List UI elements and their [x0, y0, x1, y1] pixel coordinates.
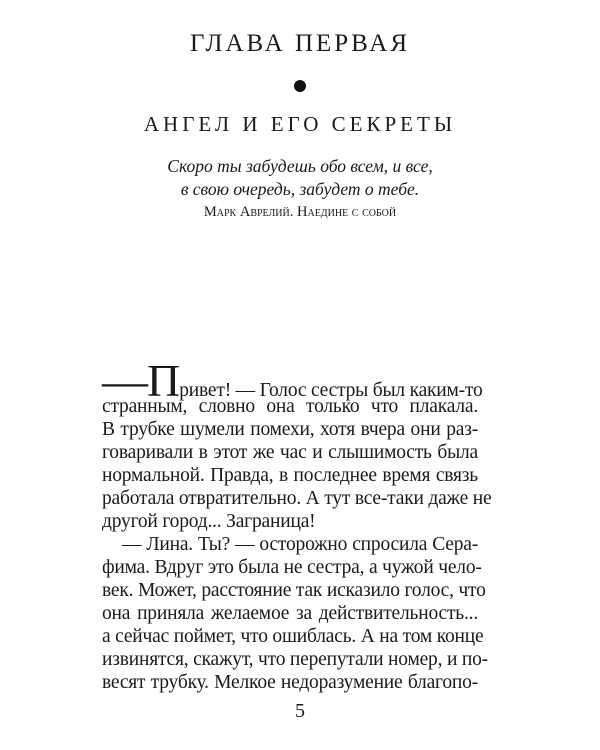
text-line: — Лина. Ты? — осторожно спросила Сера- [122, 534, 478, 555]
text-line: она приняла желаемое за действительность... [102, 603, 478, 624]
text-line: весят трубку. Мелкое недоразумение благопо- [102, 672, 478, 693]
first-line-text: ривет! — Голос сестры был каким-то [179, 380, 483, 401]
text-line: странным, словно она только что плакала. [102, 396, 478, 417]
text-line: нормальной. Правда, в последнее время связь [102, 465, 478, 486]
text-line: работала отвратительно. А тут все-таки даже не [102, 488, 492, 509]
text-line: извинятся, скажут, что перепутали номер, и по- [102, 649, 488, 670]
text-line: говаривали в этот же час и слышимость была [102, 442, 478, 463]
chapter-heading: ГЛАВА ПЕРВАЯ [189, 30, 411, 57]
text-line: В трубке шумели помехи, хотя вчера они раз- [102, 419, 478, 440]
text-line [102, 355, 483, 406]
epigraph-line: в свою очередь, забудет о тебе. [180, 179, 420, 199]
text-line: фима. Вдруг это была не сестра, а чужой чело- [102, 557, 482, 578]
drop-cap: —П [102, 355, 180, 406]
chapter-title: АНГЕЛ И ЕГО СЕКРЕТЫ [143, 112, 457, 136]
bullet-ornament [294, 80, 306, 92]
epigraph-line: Скоро ты забудешь обо всем, и все, [167, 156, 433, 176]
body-text [102, 355, 492, 694]
text-line: век. Может, расстояние так исказило голос, что [102, 580, 486, 601]
epigraph-attribution: Марк Аврелий. Наедине с собой [203, 204, 397, 220]
text-line: а сейчас поймет, что ошиблась. А на том конце [102, 626, 484, 647]
text-line: другой город... Заграница! [102, 511, 316, 532]
page-number: 5 [295, 700, 305, 722]
